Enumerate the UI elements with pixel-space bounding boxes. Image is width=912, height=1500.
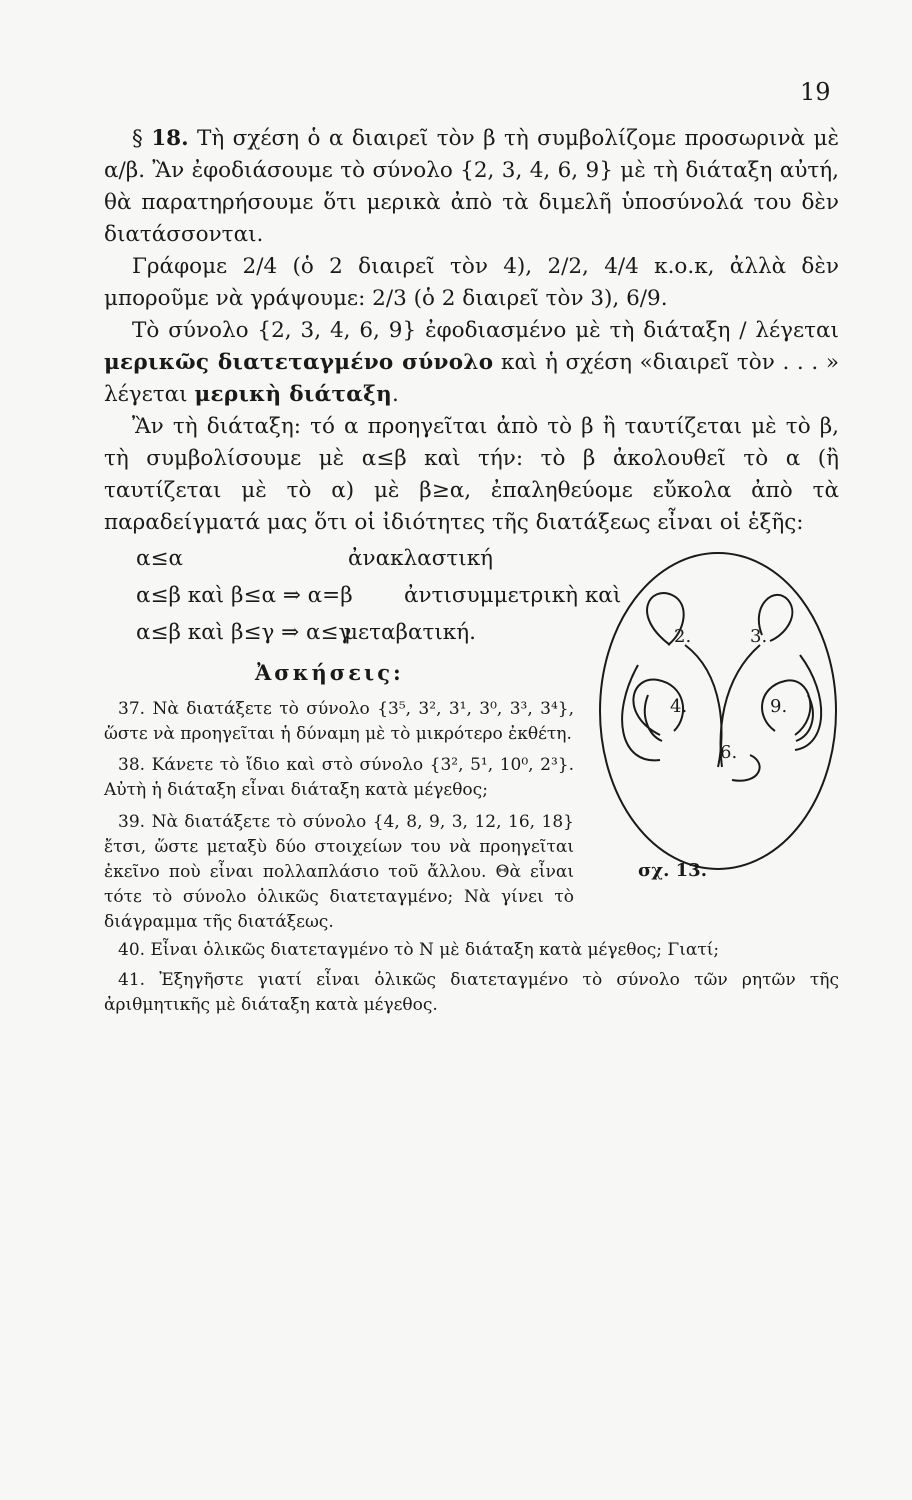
section-number: 18. — [151, 126, 189, 151]
exercise-39: 39. Νὰ διατάξετε τὸ σύνολο {4, 8, 9, 3, 12, 16, 18} ἔτσι, ὥστε μεταξὺ δύο στοιχείων του νὰ προηγεῖται ἐκεῖνο ποὺ εἶναι πολλαπλάσιο τοῦ ἄλλου. Θὰ εἶναι τότε τὸ σύνολο ὁλικῶς διατεταγμένο; Νὰ γίνει τὸ διάγραμμα τῆς διατάξεως. — [104, 812, 574, 932]
node-9: 9. — [770, 696, 788, 717]
page-number: 19 — [800, 78, 831, 106]
paragraph-4: Ἂν τὴ διάταξη: τό α προηγεῖται ἀπὸ τὸ β ἢ ταυτίζεται μὲ τὸ β, τὴ συμβολίσουμε μὲ α≤β καὶ τήν: τὸ β ἀκολουθεῖ τὸ α (ἢ ταυτίζεται μὲ τὸ α) μὲ β≥α, ἐπαληθεύομε εὔκολα ἀπὸ τὰ παραδείγματά μας ὅτι οἱ ἰδιότητες τῆς διατάξεως εἶναι οἱ ἑξῆς: — [104, 414, 839, 535]
node-3: 3. — [750, 626, 768, 647]
term-partially-ordered-set: μερικῶς διατεταγμένο σύνολο — [104, 350, 494, 375]
exercises-heading: Ἀσκήσεις: — [255, 660, 404, 685]
node-4: 4. — [670, 696, 688, 717]
exercise-37: 37. Νὰ διατάξετε τὸ σύνολο {3⁵, 3², 3¹, 3⁰, 3³, 3⁴}, ὥστε νὰ προηγεῖται ἡ δύναμη μὲ τὸ μικρότερο ἐκθέτη. — [104, 699, 575, 744]
exercise-40: 40. Εἶναι ὁλικῶς διατεταγμένο τὸ N μὲ διάταξη κατὰ μέγεθος; Γιατί; — [118, 940, 720, 960]
edge-3-9 — [795, 655, 821, 750]
exercise-41: 41. Ἐξηγῆστε γιατί εἶναι ὁλικῶς διατεταγμένο τὸ σύνολο τῶν ρητῶν τῆς ἀριθμητικῆς μὲ διάταξη κατὰ μέγεθος. — [104, 970, 839, 1015]
paragraph-2: Γράφομε 2/4 (ὁ 2 διαιρεῖ τὸν 4), 2/2, 4/4 κ.ο.κ, ἀλλὰ δὲν μποροῦμε νὰ γράψουμε: 2/3 (ὁ 2 διαιρεῖ τὸν 3), 6/9. — [104, 254, 839, 311]
term-partial-order: μερικὴ διάταξη — [194, 382, 393, 407]
edge-2-6 — [685, 645, 722, 767]
inner-9 — [796, 695, 813, 741]
node-2: 2. — [674, 626, 692, 647]
figure-caption: σχ. 13. — [638, 860, 707, 881]
node-6: 6. — [720, 742, 738, 763]
section-mark: § — [132, 126, 143, 151]
paragraph-1: § 18. Τὴ σχέση ὁ α διαιρεῖ τὸν β τὴ συμβολίζομε προσωρινὰ μὲ α/β. Ἂν ἐφοδιάσουμε τὸ σύνολο {2, 3, 4, 6, 9} μὲ τὴ διάταξη αὐτή, θὰ παρατηρήσουμε ὅτι μερικὰ ἀπὸ τὰ διμελῆ ὑποσύνολά του δὲν διατάσσονται. — [104, 126, 839, 247]
exercise-38: 38. Κάνετε τὸ ἴδιο καὶ στὸ σύνολο {3², 5¹, 10⁰, 2³}. Αὐτὴ ἡ διάταξη εἶναι διάταξη κατὰ μέγεθος; — [104, 755, 574, 800]
paragraph-3: Τὸ σύνολο {2, 3, 4, 6, 9} ἐφοδιασμένο μὲ τὴ διάταξη / λέγεται μερικῶς διατεταγμένο σύνολο καὶ ἡ σχέση «διαιρεῖ τὸν . . . » λέγεται μερικὴ διάταξη. — [104, 318, 839, 407]
section-18-text — [104, 123, 839, 539]
divisibility-diagram — [590, 545, 840, 875]
